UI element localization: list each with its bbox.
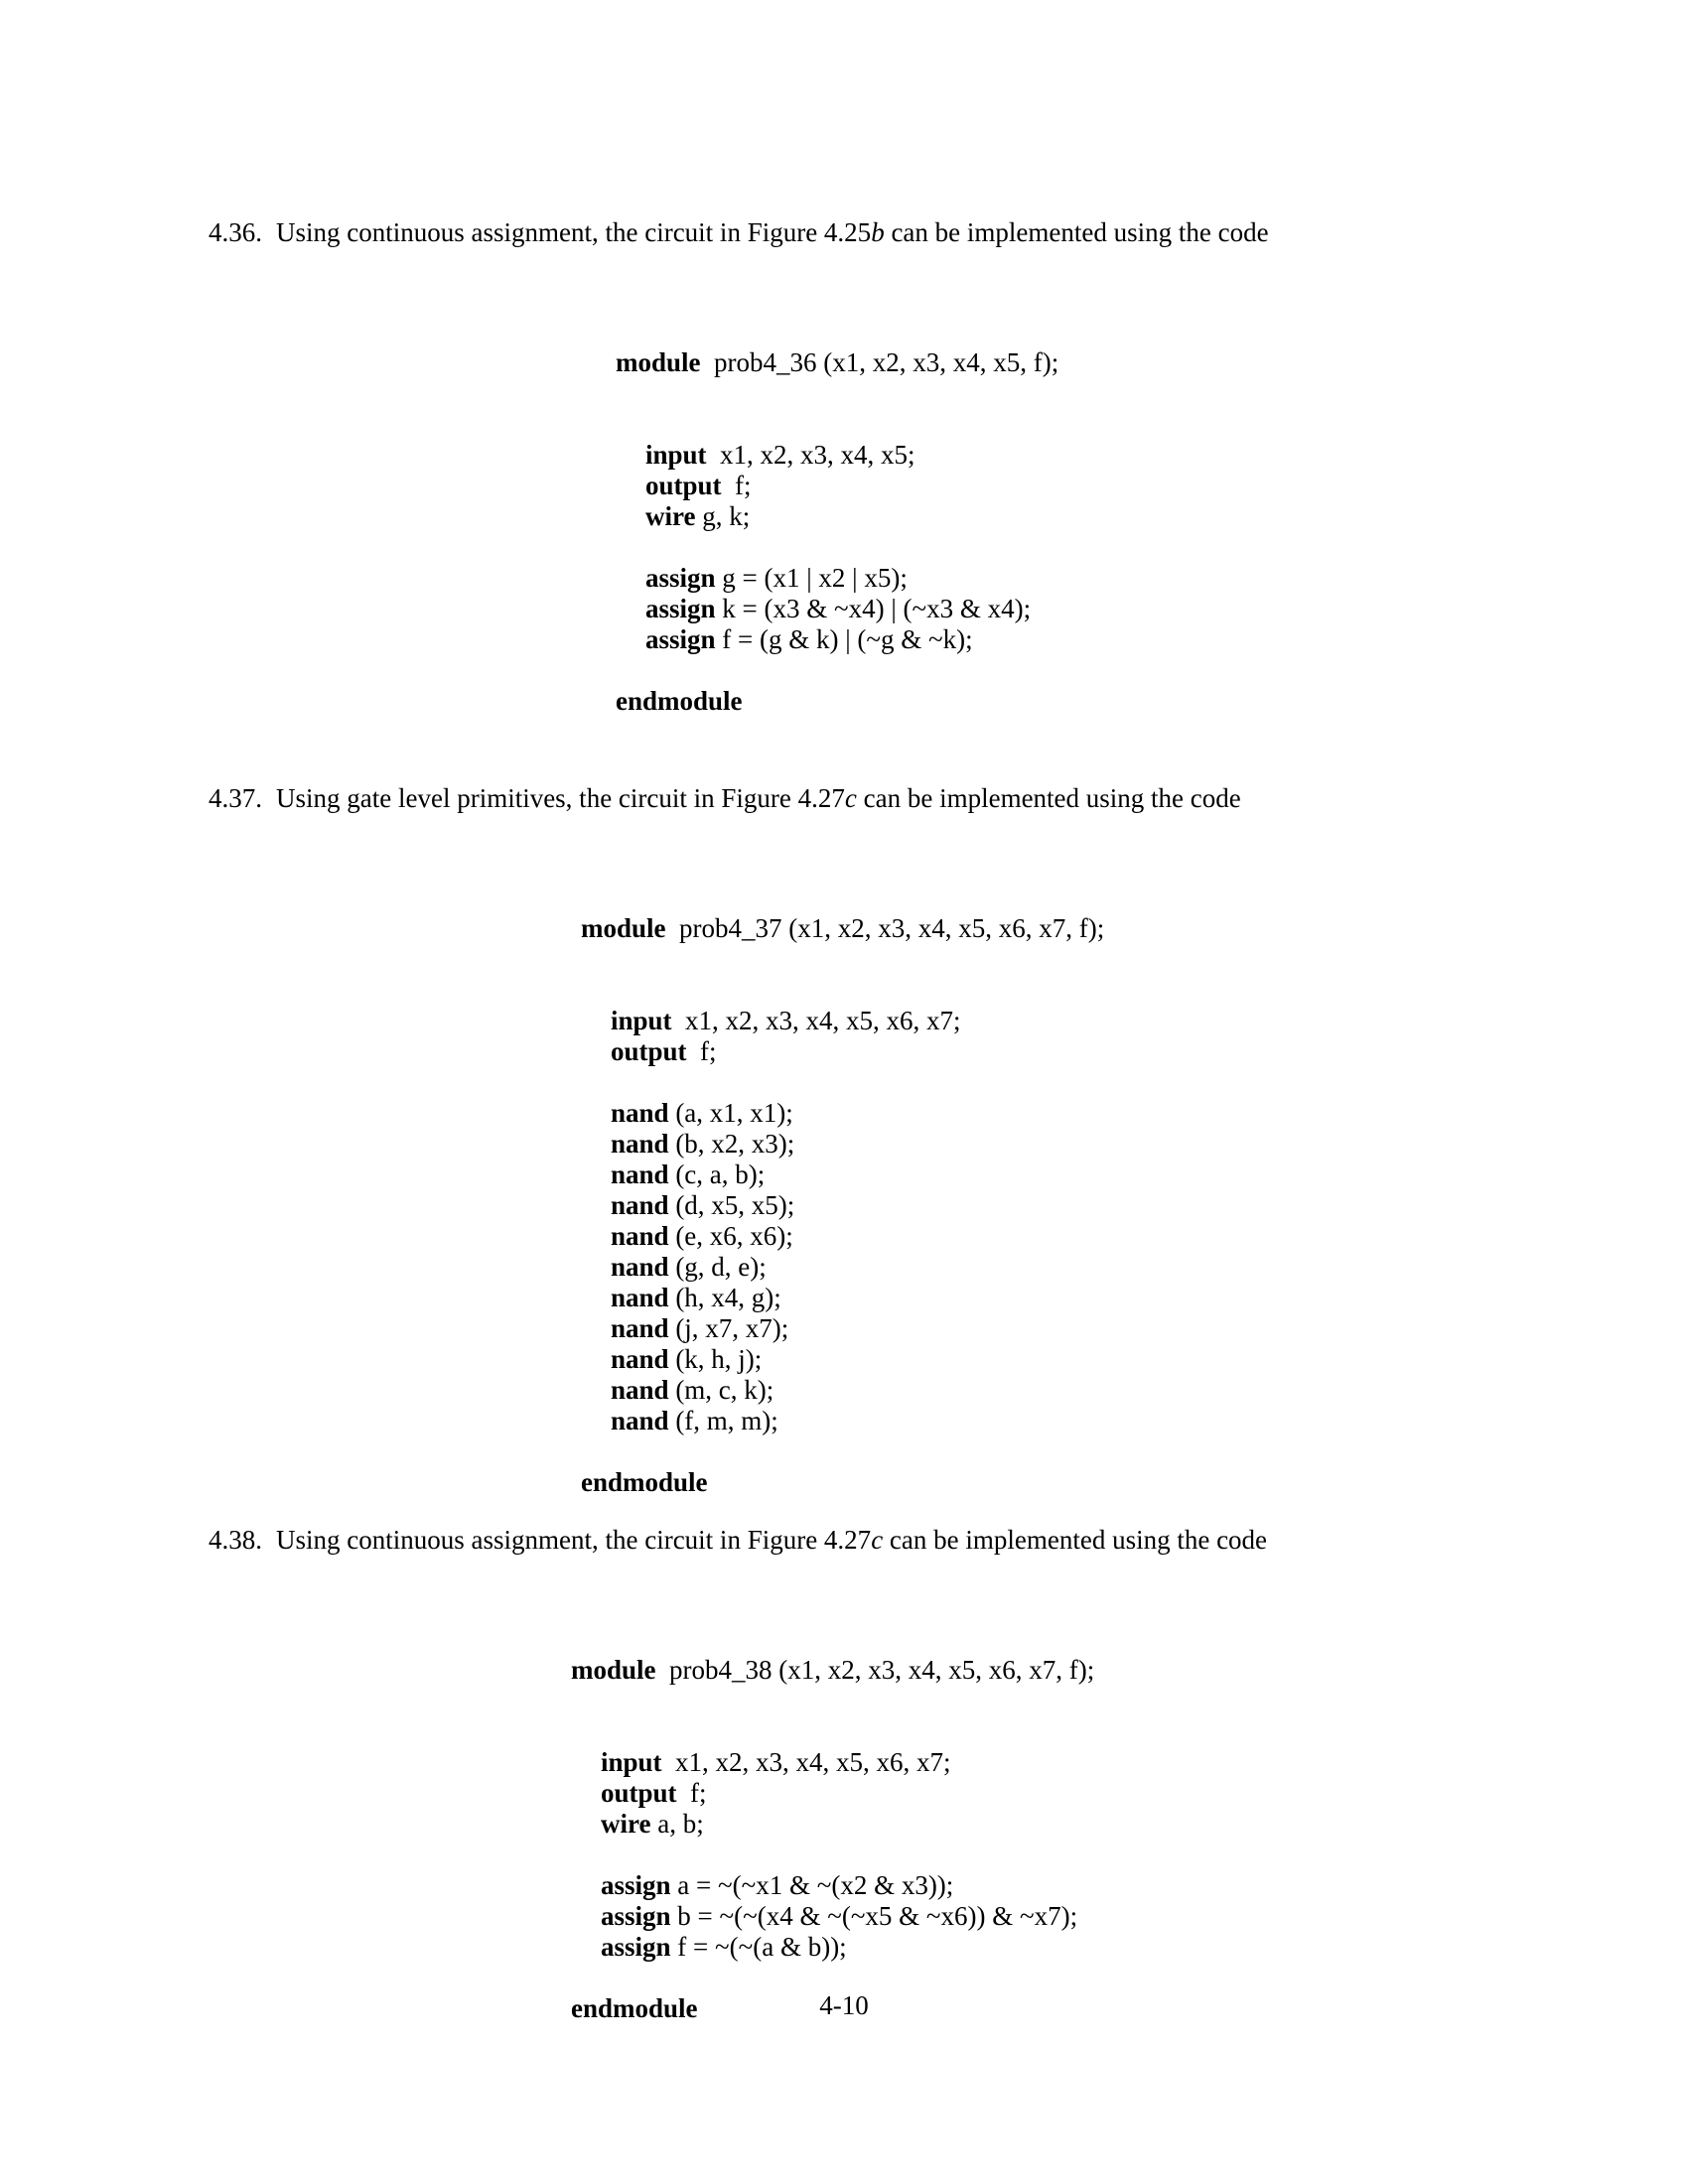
code-keyword: nand bbox=[611, 1220, 669, 1251]
code-line-text: (b, x2, x3); bbox=[668, 1128, 795, 1159]
code-line-text: (a, x1, x1); bbox=[668, 1097, 793, 1128]
code-line bbox=[581, 1283, 1499, 1313]
code-keyword: nand bbox=[611, 1374, 669, 1405]
code-keyword: assign bbox=[645, 623, 716, 654]
code-keyword: assign bbox=[601, 1900, 671, 1931]
code-line-text: prob4_38 (x1, x2, x3, x4, x5, x6, x7, f); bbox=[655, 1654, 1095, 1685]
problem-statement bbox=[276, 216, 1269, 250]
statement-part-after-figure: can be implemented using the code bbox=[883, 1525, 1268, 1555]
code-keyword: nand bbox=[611, 1251, 669, 1282]
code-line-text: (j, x7, x7); bbox=[668, 1312, 789, 1343]
code-keyword: nand bbox=[611, 1189, 669, 1220]
code-line-module bbox=[581, 913, 1499, 944]
code-line-text: prob4_37 (x1, x2, x3, x4, x5, x6, x7, f); bbox=[665, 912, 1105, 943]
problem-number: 4.38. bbox=[209, 1525, 262, 1555]
code-line-text: x1, x2, x3, x4, x5, x6, x7; bbox=[661, 1746, 951, 1777]
problem-4-37 bbox=[209, 782, 1499, 1560]
code-line-text: (c, a, b); bbox=[668, 1159, 766, 1189]
code-line-text: b = ~(~(x4 & ~(~x5 & ~x6)) & ~x7); bbox=[670, 1900, 1078, 1931]
code-blank-line bbox=[581, 1067, 1499, 1098]
code-line-text: a, b; bbox=[650, 1808, 704, 1839]
code-keyword: nand bbox=[611, 1343, 669, 1374]
code-lines bbox=[616, 440, 1499, 717]
code-line-text: g = (x1 | x2 | x5); bbox=[715, 562, 908, 593]
page-number: 4-10 bbox=[819, 1990, 869, 2020]
code-line bbox=[616, 624, 1499, 655]
code-line bbox=[581, 1252, 1499, 1283]
code-line bbox=[571, 1809, 1499, 1840]
statement-part-after-figure: can be implemented using the code bbox=[884, 217, 1269, 247]
code-line-text: (g, d, e); bbox=[668, 1251, 767, 1282]
code-keyword: nand bbox=[611, 1159, 669, 1189]
code-line-text: (d, x5, x5); bbox=[668, 1189, 795, 1220]
code-line-text: prob4_36 (x1, x2, x3, x4, x5, f); bbox=[700, 346, 1059, 377]
code-keyword: output bbox=[645, 470, 722, 500]
code-line bbox=[581, 1036, 1499, 1067]
code-line-text: k = (x3 & ~x4) | (~x3 & x4); bbox=[715, 593, 1032, 623]
statement-part-before-figure: Using continuous assignment, the circuit in Figure 4.27 bbox=[276, 1525, 872, 1555]
code-lines bbox=[571, 1747, 1499, 2024]
code-line bbox=[581, 1098, 1499, 1129]
code-line bbox=[581, 1375, 1499, 1406]
code-line-text: x1, x2, x3, x4, x5, x6, x7; bbox=[671, 1005, 961, 1035]
code-keyword: wire bbox=[601, 1808, 651, 1839]
code-blank-line bbox=[616, 532, 1499, 563]
keyword-module: module bbox=[616, 346, 701, 377]
keyword-module: module bbox=[571, 1654, 656, 1685]
statement-part-before-figure: Using continuous assignment, the circuit in Figure 4.25 bbox=[276, 217, 872, 247]
code-line bbox=[581, 1160, 1499, 1190]
code-blank-line bbox=[571, 1963, 1499, 1993]
code-keyword: assign bbox=[645, 593, 716, 623]
code-line bbox=[616, 563, 1499, 594]
code-line bbox=[571, 1932, 1499, 1963]
problem-heading bbox=[209, 1524, 1499, 1558]
code-line bbox=[581, 1221, 1499, 1252]
keyword-module: module bbox=[581, 912, 666, 943]
code-line-text: g, k; bbox=[695, 500, 751, 531]
page-footer bbox=[0, 1990, 1688, 2021]
code-line-text: (m, c, k); bbox=[668, 1374, 774, 1405]
problem-4-36 bbox=[209, 216, 1499, 778]
code-line-text: f = ~(~(a & b)); bbox=[670, 1931, 847, 1962]
code-keyword: nand bbox=[611, 1312, 669, 1343]
code-line bbox=[616, 594, 1499, 624]
code-line bbox=[581, 1467, 1499, 1498]
code-line bbox=[616, 471, 1499, 501]
code-line-module bbox=[571, 1655, 1499, 1686]
code-line-text: (h, x4, g); bbox=[668, 1282, 781, 1312]
code-line-module bbox=[616, 347, 1499, 378]
code-line bbox=[616, 440, 1499, 471]
code-line-text: f; bbox=[686, 1035, 717, 1066]
code-line bbox=[571, 1747, 1499, 1778]
code-blank-line bbox=[581, 1436, 1499, 1467]
code-blank-line bbox=[571, 1840, 1499, 1870]
code-line bbox=[616, 686, 1499, 717]
code-line bbox=[581, 1006, 1499, 1036]
code-line bbox=[581, 1190, 1499, 1221]
code-line-text: f = (g & k) | (~g & ~k); bbox=[715, 623, 973, 654]
code-line bbox=[571, 1870, 1499, 1901]
problem-statement bbox=[276, 1524, 1267, 1558]
code-line bbox=[616, 501, 1499, 532]
problem-heading bbox=[209, 782, 1499, 816]
code-keyword: assign bbox=[645, 562, 716, 593]
code-blank-line bbox=[616, 655, 1499, 686]
code-line-text: f; bbox=[721, 470, 752, 500]
code-block-prob4-37 bbox=[581, 852, 1499, 1560]
code-line-text: x1, x2, x3, x4, x5; bbox=[706, 439, 915, 470]
problem-number: 4.36. bbox=[209, 217, 262, 247]
figure-subscript: b bbox=[871, 217, 885, 247]
code-keyword: input bbox=[645, 439, 707, 470]
code-line bbox=[571, 1778, 1499, 1809]
problem-heading bbox=[209, 216, 1499, 250]
code-line-text: a = ~(~x1 & ~(x2 & x3)); bbox=[670, 1869, 954, 1900]
code-lines bbox=[581, 1006, 1499, 1498]
code-keyword: assign bbox=[601, 1869, 671, 1900]
figure-subscript: c bbox=[844, 783, 857, 813]
code-keyword: input bbox=[601, 1746, 662, 1777]
code-line-text: (f, m, m); bbox=[668, 1405, 778, 1435]
code-keyword: output bbox=[601, 1777, 677, 1808]
code-keyword: nand bbox=[611, 1097, 669, 1128]
figure-subscript: c bbox=[871, 1525, 884, 1555]
code-line bbox=[581, 1406, 1499, 1436]
code-keyword: endmodule bbox=[616, 685, 743, 716]
code-keyword: assign bbox=[601, 1931, 671, 1962]
code-keyword: output bbox=[611, 1035, 687, 1066]
code-keyword: endmodule bbox=[581, 1466, 708, 1497]
code-line-text: (k, h, j); bbox=[668, 1343, 763, 1374]
code-keyword: endmodule bbox=[571, 1992, 698, 2023]
code-keyword: input bbox=[611, 1005, 672, 1035]
code-line bbox=[581, 1313, 1499, 1344]
code-line-text: f; bbox=[676, 1777, 707, 1808]
code-keyword: nand bbox=[611, 1405, 669, 1435]
code-keyword: wire bbox=[645, 500, 696, 531]
code-keyword: nand bbox=[611, 1128, 669, 1159]
code-line-text: (e, x6, x6); bbox=[668, 1220, 793, 1251]
problem-number: 4.37. bbox=[209, 783, 262, 813]
code-line bbox=[581, 1129, 1499, 1160]
problem-statement bbox=[276, 782, 1241, 816]
code-keyword: nand bbox=[611, 1282, 669, 1312]
code-line bbox=[581, 1344, 1499, 1375]
statement-part-after-figure: can be implemented using the code bbox=[856, 783, 1241, 813]
code-line bbox=[571, 1901, 1499, 1932]
code-block-prob4-36 bbox=[616, 286, 1499, 778]
statement-part-before-figure: Using gate level primitives, the circuit in Figure 4.27 bbox=[276, 783, 845, 813]
